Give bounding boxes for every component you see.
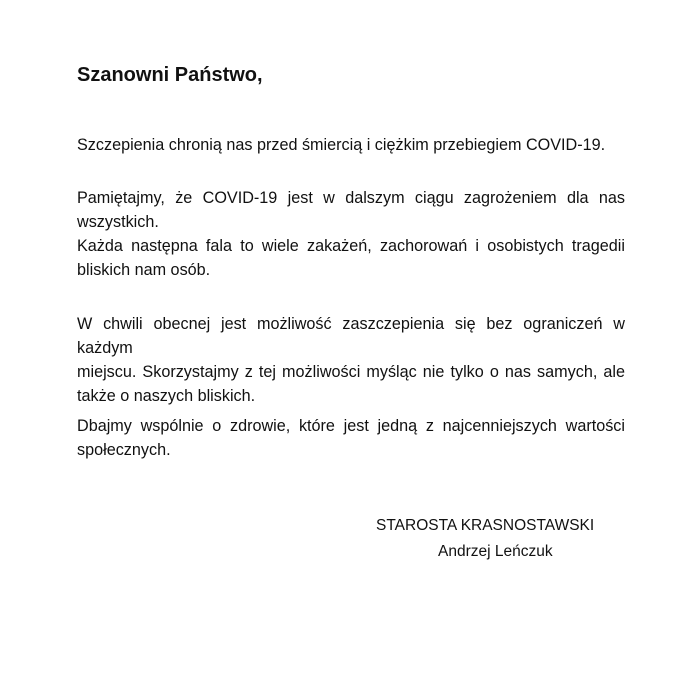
paragraph-line: Pamiętajmy, że COVID-19 jest w dalszym ciągu zagrożeniem dla nas bbox=[77, 189, 625, 207]
letter-greeting: Szanowni Państwo, bbox=[77, 64, 263, 86]
paragraph-line: także o naszych bliskich. bbox=[77, 387, 256, 405]
paragraph-line: wszystkich. bbox=[77, 213, 159, 231]
paragraph-vaccination bbox=[77, 133, 625, 157]
paragraph-line: społecznych. bbox=[77, 441, 171, 459]
paragraph-line: bliskich nam osób. bbox=[77, 261, 211, 279]
paragraph-health bbox=[77, 414, 625, 462]
paragraph-line: Dbajmy wspólnie o zdrowie, które jest jedną z najcenniejszych wartości bbox=[77, 417, 625, 435]
paragraph-line: miejscu. Skorzystajmy z tej możliwości myśląc nie tylko o nas samych, ale bbox=[77, 363, 625, 381]
signature-name: Andrzej Leńczuk bbox=[438, 543, 553, 560]
paragraph-vaccination-opportunity bbox=[77, 312, 625, 408]
signature-title: STAROSTA KRASNOSTAWSKI bbox=[376, 517, 595, 534]
paragraph-line: Szczepienia chronią nas przed śmiercią i ciężkim przebiegiem COVID-19. bbox=[77, 136, 606, 154]
signature-block bbox=[376, 513, 616, 565]
paragraph-line: W chwili obecnej jest możliwość zaszczepienia się bez ograniczeń w każdym bbox=[77, 315, 625, 357]
paragraph-line: Każda następna fala to wiele zakażeń, zachorowań i osobistych tragedii bbox=[77, 237, 625, 255]
paragraph-covid-threat bbox=[77, 186, 625, 282]
